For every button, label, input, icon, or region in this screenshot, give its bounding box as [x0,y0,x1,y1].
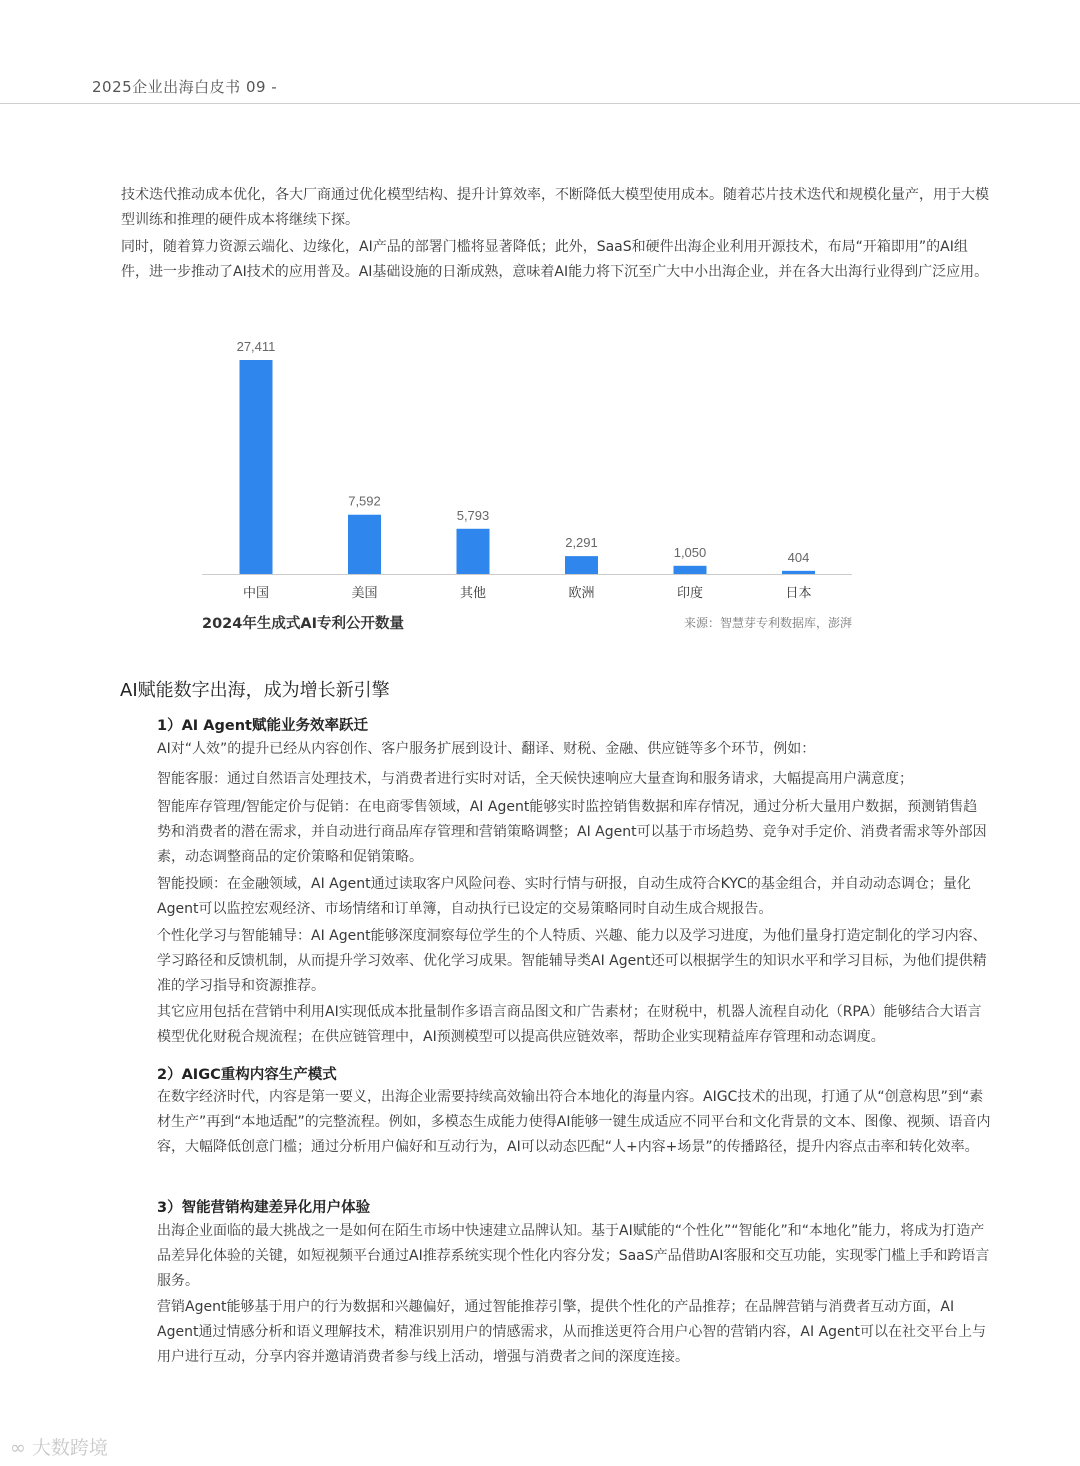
bar-5 [782,571,815,574]
category-label-3: 欧洲 [568,586,595,600]
watermark-logo [10,1433,108,1460]
bar-value-label-5: 404 [787,549,810,565]
s2-paragraph-1: 在数字经济时代，内容是第一要义，出海企业需要持续高效输出符合本地化的海量内容。AIGC技术的出现，打通了从“创意构思”到“素材生产”再到“本地适配”的完整流程。例如，多模态生成能力使得AI能够一键生成适应不同平台和文化背景的文本、图像、视频、语音内容，大幅降低创意门槛；通过分析用户偏好和互动行为，AI可以动态匹配“人+内容+场景”的传播路径，提升内容点击率和转化效率。 [157,1089,991,1155]
subsection-3-heading: 3）智能营销构建差异化用户体验 [157,1200,371,1216]
chart-title: 2024年生成式AI专利公开数量 [202,616,404,632]
patent-bar-chart [190,330,870,635]
document-title: 2025企业出海白皮书 09 - [92,78,278,96]
s1-paragraph-6: 其它应用包括在营销中利用AI实现低成本批量制作多语言商品图文和广告素材；在财税中，机器人流程自动化（RPA）能够结合大语言模型优化财税合规流程；在供应链管理中，AI预测模型可以提高供应链效率，帮助企业实现精益库存管理和动态调度。 [157,1004,982,1045]
s3-paragraph-1: 出海企业面临的最大挑战之一是如何在陌生市场中快速建立品牌认知。基于AI赋能的“个性化”“智能化”和“本地化”能力，将成为打造产品差异化体验的关键，如短视频平台通过AI推荐系统实现个性化内容分发；SaaS产品借助AI客服和交互功能，实现零门槛上手和跨语言服务。 [157,1223,990,1289]
bar-value-label-2: 5,793 [456,507,490,523]
s1-paragraph-3: 智能库存管理/智能定价与促销：在电商零售领域，AI Agent能够实时监控销售数据和库存情况，通过分析大量用户数据，预测销售趋势和消费者的潜在需求，并自动进行商品库存管理和营销策略调整；AI Agent可以基于市场趋势、竞争对手定价、消费者需求等外部因素，动态调整商品的定价策略和促销策略。 [157,799,987,865]
bar-value-label-3: 2,291 [565,535,598,551]
intro-paragraph-1: 技术迭代推动成本优化，各大厂商通过优化模型结构、提升计算效率，不断降低大模型使用成本。随着芯片技术迭代和规模化量产，用于大模型训练和推理的硬件成本将继续下探。 [121,187,989,228]
bar-value-label-0: 27,411 [236,339,276,354]
category-label-1: 美国 [351,586,378,600]
s1-paragraph-4: 智能投顾：在金融领域，AI Agent通过读取客户风险问卷、实时行情与研报，自动生成符合KYC的基金组合，并自动动态调仓；量化Agent可以监控宏观经济、市场情绪和订单簿，自动执行已设定的交易策略同时自动生成合规报告。 [157,876,971,917]
bar-3 [565,556,598,574]
category-label-4: 印度 [676,586,704,600]
watermark-text: 大数跨境 [31,1437,108,1459]
category-label-5: 日本 [785,586,812,600]
watermark-icon: ∞ [10,1437,32,1459]
subsection-1-heading: 1）AI Agent赋能业务效率跃迁 [157,718,368,734]
page-header [0,0,1080,104]
bar-value-label-1: 7,592 [348,493,381,509]
bar-2 [457,529,490,574]
category-label-2: 其他 [459,586,487,600]
s1-paragraph-5: 个性化学习与智能辅导：AI Agent能够深度洞察每位学生的个人特质、兴趣、能力以及学习进度，为他们量身打造定制化的学习内容、学习路径和反馈机制，从而提升学习效率、优化学习成果。智能辅导类AI Agent还可以根据学生的知识水平和学习目标，为他们提供精准的学习指导和资源推荐。 [157,928,987,994]
chart-source: 来源：智慧芽专利数据库，澎湃 [683,616,852,630]
s1-paragraph-2: 智能客服：通过自然语言处理技术，与消费者进行实时对话，全天候快速响应大量查询和服务请求，大幅提高用户满意度； [157,771,913,787]
bar-4 [674,566,707,574]
section-title: AI赋能数字出海，成为增长新引擎 [120,680,390,701]
subsection-2-heading: 2）AIGC重构内容生产模式 [157,1067,337,1083]
bar-value-label-4: 1,050 [673,544,707,560]
category-label-0: 中国 [242,586,270,600]
s3-paragraph-2: 营销Agent能够基于用户的行为数据和兴趣偏好，通过智能推荐引擎，提供个性化的产品推荐；在品牌营销与消费者互动方面，AI Agent通过情感分析和语义理解技术，精准识别用户的情感需求，从而推送更符合用户心智的营销内容，AI Agent可以在社交平台上与用户进行互动，分享内容并邀请消费者参与线上活动，增强与消费者之间的深度连接。 [157,1299,987,1365]
bar-0 [240,360,273,574]
chart-canvas [190,330,870,600]
bar-1 [348,515,381,574]
intro-paragraph-2: 同时，随着算力资源云端化、边缘化，AI产品的部署门槛将显著降低；此外，SaaS和硬件出海企业利用开源技术，布局“开箱即用”的AI组件，进一步推动了AI技术的应用普及。AI基础设施的日渐成熟，意味着AI能力将下沉至广大中小出海企业，并在各大出海行业得到广泛应用。 [121,239,989,280]
s1-paragraph-1: AI对“人效”的提升已经从内容创作、客户服务扩展到设计、翻译、财税、金融、供应链等多个环节，例如： [157,741,816,757]
header-divider [0,103,1080,104]
